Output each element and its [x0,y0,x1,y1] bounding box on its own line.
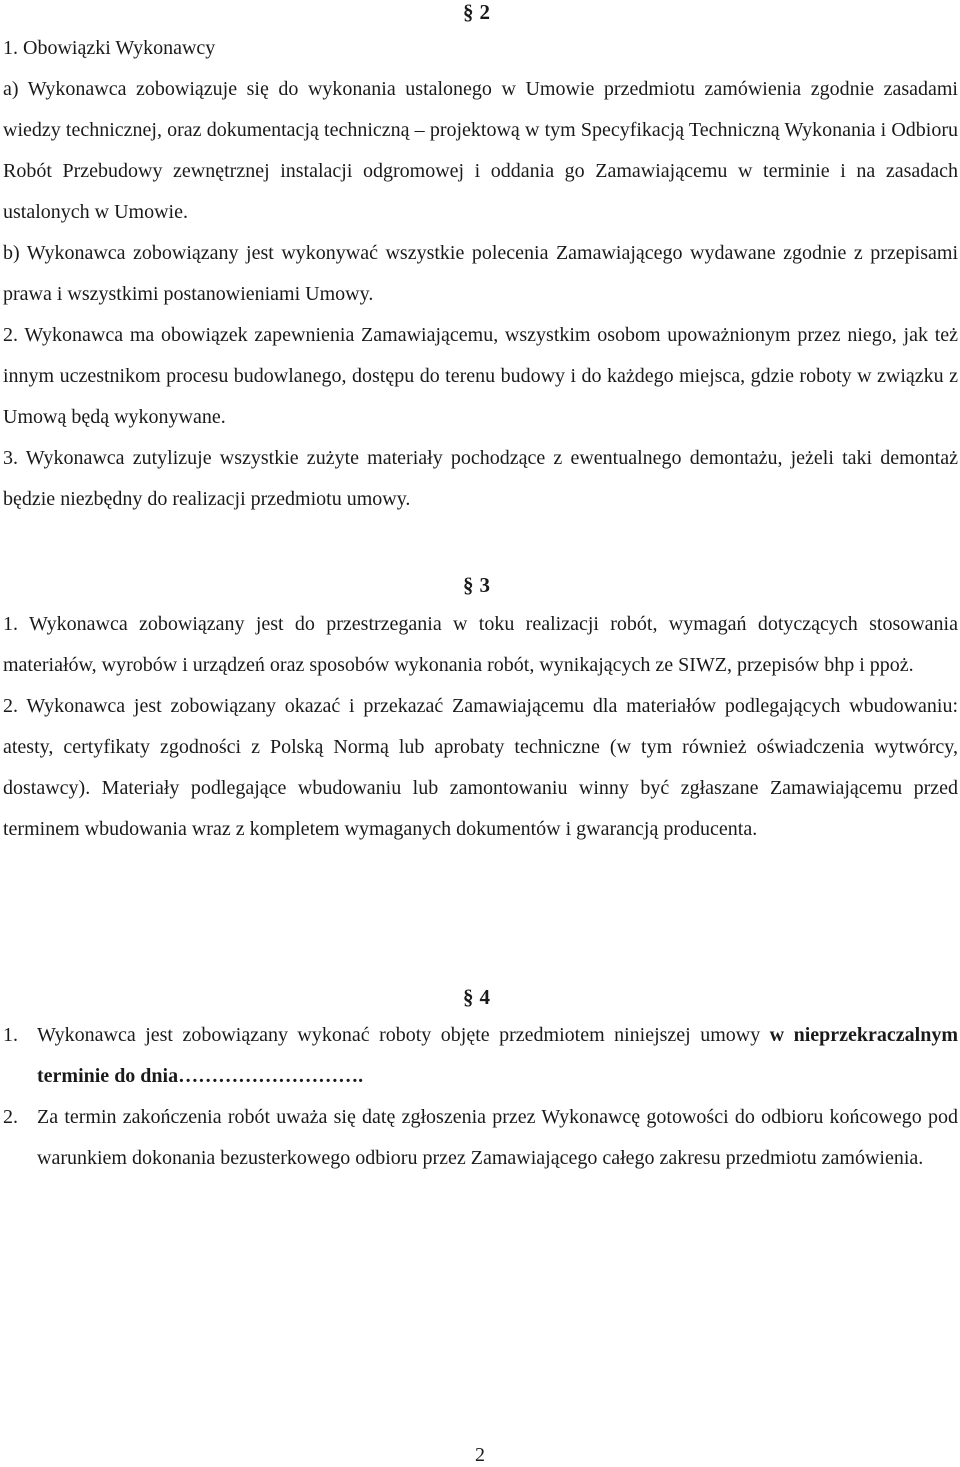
section-sign: § [463,985,474,1009]
section-number: 3 [479,573,490,597]
list-text: Wykonawca jest zobowiązany wykonać roboty objęte przedmiotem niniejszej umowy [37,1024,770,1046]
paragraph-3-2: 2. Wykonawca jest zobowiązany okazać i przekazać Zamawiającemu dla materiałów podlegających wbudowaniu: atesty, certyfikaty zgodności z Polską Normą lub aprobaty techniczne (w tym również oświadczenia wytwórcy, dostawcy). Materiały podlegające wbudowaniu lub zamontowaniu winny być zgłaszane Zamawiającemu przed terminem wbudowania wraz z kompletem wymaganych dokumentów i gwarancją producenta. [3,695,958,840]
list-text: Za termin zakończenia robót uważa się datę zgłoszenia przez Wykonawcę gotowości do odbioru końcowego pod warunkiem dokonania bezusterkowego odbioru przez Zamawiającego całego zakresu przedmiotu zamówienia. [37,1106,958,1169]
page-number: 2 [475,1444,485,1466]
list-number: 1. [3,1024,18,1046]
section-3-body [3,604,958,850]
list-item [3,1097,958,1179]
list-number: 2. [3,1106,18,1128]
list-item [3,1015,958,1097]
section-number: 4 [479,985,490,1009]
section-sign: § [463,573,474,597]
section-2-heading [463,0,490,24]
section-4-list [3,1015,958,1179]
paragraph-2-a: a) Wykonawca zobowiązuje się do wykonania ustalonego w Umowie przedmiotu zamówienia zgodnie zasadami wiedzy technicznej, oraz dokumentacją techniczną – projektową w tym Specyfikacją Techniczną Wykonania i Odbioru Robót Przebudowy zewnętrznej instalacji odgromowej i oddania go Zamawiającemu w terminie i na zasadach ustalonych w Umowie. [3,78,958,223]
section-sign: § [463,0,474,24]
obligations-title: 1. Obowiązki Wykonawcy [3,37,216,59]
section-number: 2 [479,0,490,24]
paragraph-2-3: 3. Wykonawca zutylizuje wszystkie zużyte materiały pochodzące z ewentualnego demontażu, jeżeli taki demontaż będzie niezbędny do realizacji przedmiotu umowy. [3,447,958,510]
paragraph-2-2: 2. Wykonawca ma obowiązek zapewnienia Zamawiającemu, wszystkim osobom upoważnionym przez niego, jak też innym uczestnikom procesu budowlanego, dostępu do terenu budowy i do każdego miejsca, gdzie roboty w związku z Umową będą wykonywane. [3,324,958,428]
section-4-heading [463,985,490,1009]
section-3-heading [463,573,490,597]
paragraph-2-b: b) Wykonawca zobowiązany jest wykonywać wszystkie polecenia Zamawiającego wydawane zgodnie z przepisami prawa i wszystkimi postanowieniami Umowy. [3,242,958,305]
paragraph-3-1: 1. Wykonawca zobowiązany jest do przestrzegania w toku realizacji robót, wymagań dotyczących stosowania materiałów, wyrobów i urządzeń oraz sposobów wykonania robót, wynikających ze SIWZ, przepisów bhp i ppoż. [3,613,958,676]
section-2-body [3,28,958,520]
deadline-text: w nieprzekraczalnym terminie do dnia………………………. [37,1024,958,1087]
